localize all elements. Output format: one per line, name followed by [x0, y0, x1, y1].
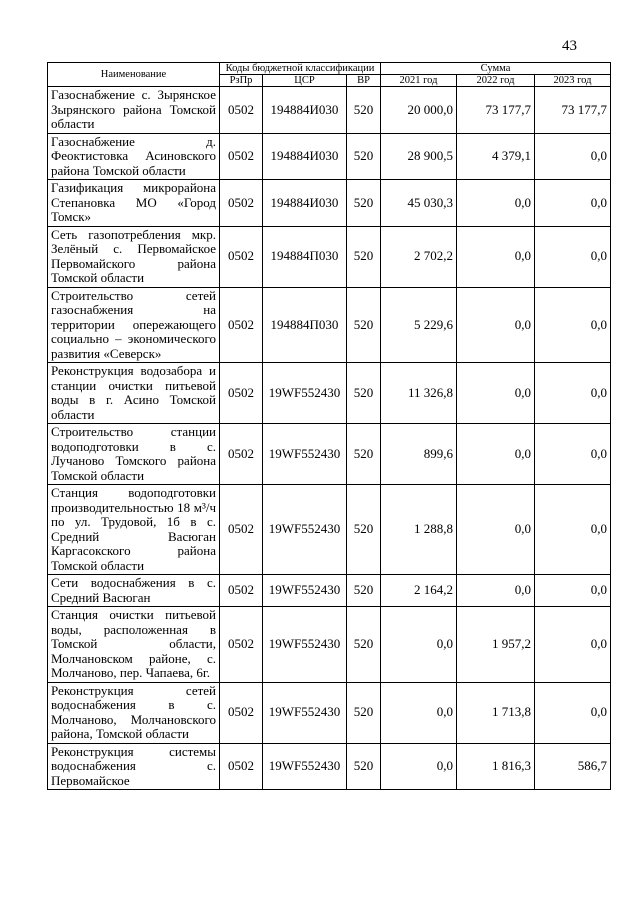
row-csr: 19WF552430: [263, 485, 347, 575]
row-csr: 194884И030: [263, 87, 347, 134]
row-vr: 520: [347, 363, 381, 424]
row-sum-2023: 0,0: [535, 133, 611, 180]
row-sum-2021: 2 702,2: [381, 226, 457, 287]
row-rzpr: 0502: [220, 363, 263, 424]
header-2023: 2023 год: [535, 75, 611, 87]
header-csr: ЦСР: [263, 75, 347, 87]
row-vr: 520: [347, 682, 381, 743]
row-sum-2023: 73 177,7: [535, 87, 611, 134]
row-sum-2021: 2 164,2: [381, 575, 457, 607]
row-rzpr: 0502: [220, 575, 263, 607]
row-name: Строительство станции водоподготовки в с. Лучаново Томского района Томской области: [48, 424, 220, 485]
row-sum-2021: 0,0: [381, 682, 457, 743]
row-sum-2021: 20 000,0: [381, 87, 457, 134]
table-row: [48, 180, 611, 227]
row-name: Газоснабжение с. Зырянское Зырянского района Томской области: [48, 87, 220, 134]
row-csr: 19WF552430: [263, 575, 347, 607]
row-sum-2023: 0,0: [535, 682, 611, 743]
row-csr: 194884И030: [263, 133, 347, 180]
row-vr: 520: [347, 575, 381, 607]
row-name: Сеть газопотребления мкр. Зелёный с. Первомайское Первомайского района Томской области: [48, 226, 220, 287]
table-row: [48, 287, 611, 363]
row-sum-2022: 0,0: [457, 180, 535, 227]
table-row: [48, 743, 611, 790]
row-sum-2023: 586,7: [535, 743, 611, 790]
row-vr: 520: [347, 180, 381, 227]
row-vr: 520: [347, 226, 381, 287]
row-rzpr: 0502: [220, 485, 263, 575]
row-rzpr: 0502: [220, 607, 263, 683]
row-sum-2023: 0,0: [535, 180, 611, 227]
row-sum-2023: 0,0: [535, 226, 611, 287]
row-vr: 520: [347, 287, 381, 363]
row-sum-2023: 0,0: [535, 575, 611, 607]
row-sum-2021: 5 229,6: [381, 287, 457, 363]
row-rzpr: 0502: [220, 87, 263, 134]
table-row: [48, 575, 611, 607]
row-sum-2022: 1 816,3: [457, 743, 535, 790]
row-sum-2021: 1 288,8: [381, 485, 457, 575]
table-row: [48, 485, 611, 575]
row-rzpr: 0502: [220, 180, 263, 227]
row-csr: 19WF552430: [263, 363, 347, 424]
row-vr: 520: [347, 485, 381, 575]
table-row: [48, 363, 611, 424]
header-2021: 2021 год: [381, 75, 457, 87]
row-name: Сети водоснабжения в с. Средний Васюган: [48, 575, 220, 607]
row-vr: 520: [347, 424, 381, 485]
row-csr: 194884П030: [263, 287, 347, 363]
row-sum-2023: 0,0: [535, 287, 611, 363]
row-sum-2021: 11 326,8: [381, 363, 457, 424]
row-sum-2022: 0,0: [457, 485, 535, 575]
row-sum-2023: 0,0: [535, 424, 611, 485]
row-sum-2022: 73 177,7: [457, 87, 535, 134]
row-sum-2022: 1 713,8: [457, 682, 535, 743]
row-rzpr: 0502: [220, 743, 263, 790]
row-csr: 19WF552430: [263, 743, 347, 790]
row-name: Реконструкция водозабора и станции очистки питьевой воды в г. Асино Томской области: [48, 363, 220, 424]
row-rzpr: 0502: [220, 424, 263, 485]
row-sum-2022: 0,0: [457, 575, 535, 607]
budget-table: [47, 62, 611, 790]
row-sum-2023: 0,0: [535, 607, 611, 683]
row-vr: 520: [347, 607, 381, 683]
row-sum-2022: 0,0: [457, 226, 535, 287]
row-name: Реконструкция сетей водоснабжения в с. Молчаново, Молчановского района, Томской области: [48, 682, 220, 743]
row-name: Газоснабжение д. Феоктистовка Асиновского района Томской области: [48, 133, 220, 180]
table-row: [48, 607, 611, 683]
header-name: Наименование: [48, 63, 220, 87]
row-rzpr: 0502: [220, 682, 263, 743]
header-vr: ВР: [347, 75, 381, 87]
row-rzpr: 0502: [220, 226, 263, 287]
row-name: Станция водоподготовки производительностью 18 м³/ч по ул. Трудовой, 1б в с. Средний Васюган Каргасокского района Томской области: [48, 485, 220, 575]
header-2022: 2022 год: [457, 75, 535, 87]
row-rzpr: 0502: [220, 287, 263, 363]
row-sum-2021: 899,6: [381, 424, 457, 485]
row-csr: 194884П030: [263, 226, 347, 287]
row-rzpr: 0502: [220, 133, 263, 180]
row-csr: 19WF552430: [263, 682, 347, 743]
row-sum-2022: 0,0: [457, 287, 535, 363]
row-name: Реконструкция системы водоснабжения с. Первомайское: [48, 743, 220, 790]
page-number: 43: [562, 38, 577, 54]
row-csr: 19WF552430: [263, 424, 347, 485]
table-row: [48, 226, 611, 287]
row-sum-2021: 28 900,5: [381, 133, 457, 180]
table-row: [48, 682, 611, 743]
row-sum-2021: 0,0: [381, 743, 457, 790]
row-vr: 520: [347, 133, 381, 180]
header-sum-group: Сумма: [381, 63, 611, 75]
row-name: Станция очистки питьевой воды, расположенная в Томской области, Молчановском районе, с. Молчаново, пер. Чапаева, 6г.: [48, 607, 220, 683]
row-sum-2021: 0,0: [381, 607, 457, 683]
row-sum-2022: 0,0: [457, 363, 535, 424]
row-name: Газификация микрорайона Степановка МО «Город Томск»: [48, 180, 220, 227]
row-sum-2023: 0,0: [535, 485, 611, 575]
header-rzpr: РзПр: [220, 75, 263, 87]
row-sum-2023: 0,0: [535, 363, 611, 424]
row-sum-2022: 1 957,2: [457, 607, 535, 683]
table-row: [48, 133, 611, 180]
row-sum-2022: 0,0: [457, 424, 535, 485]
table-row: [48, 424, 611, 485]
row-name: Строительство сетей газоснабжения на территории опережающего социально – экономического развития «Северск»: [48, 287, 220, 363]
row-csr: 194884И030: [263, 180, 347, 227]
row-sum-2022: 4 379,1: [457, 133, 535, 180]
row-csr: 19WF552430: [263, 607, 347, 683]
row-sum-2021: 45 030,3: [381, 180, 457, 227]
header-codes-group: Коды бюджетной классификации: [220, 63, 381, 75]
row-vr: 520: [347, 743, 381, 790]
row-vr: 520: [347, 87, 381, 134]
table-row: [48, 87, 611, 134]
